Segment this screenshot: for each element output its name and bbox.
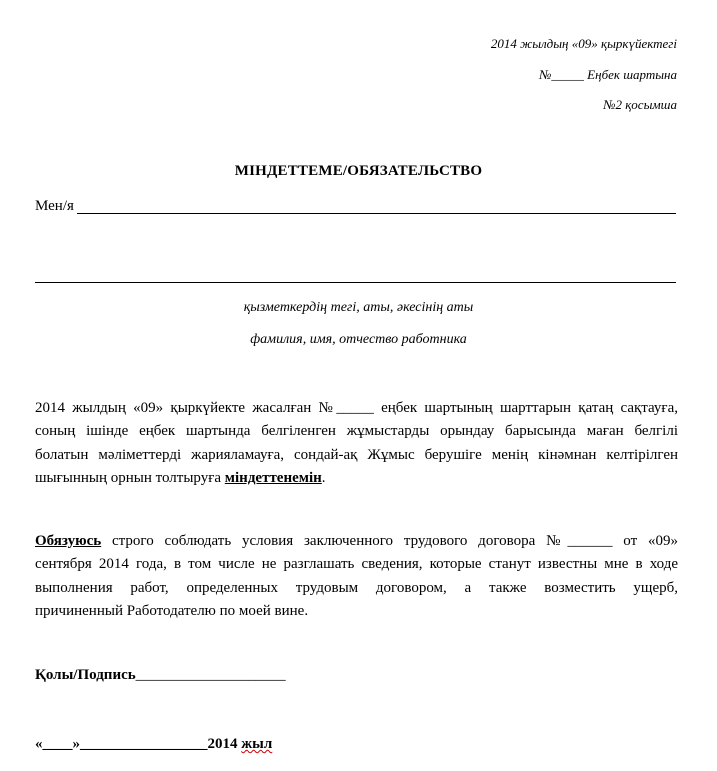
date-year: 2014: [207, 736, 238, 752]
russian-paragraph: [35, 530, 678, 623]
name-field-label: Мен/я: [35, 198, 74, 214]
kazakh-paragraph-period: .: [321, 469, 326, 486]
date-close-quote: »: [72, 736, 80, 752]
date-month-blank[interactable]: _________________: [80, 736, 208, 752]
russian-paragraph-text: строго соблюдать условия заключенного трудового договора №______ от «09»: [101, 533, 678, 549]
document-title: МІНДЕТТЕМЕ/ОБЯЗАТЕЛЬСТВО: [234, 163, 483, 179]
kazakh-paragraph-line: [35, 467, 678, 490]
kazakh-paragraph: [35, 397, 678, 490]
name-field-line-1[interactable]: [77, 213, 676, 214]
russian-paragraph-line: [35, 530, 678, 553]
obligation-word-russian: Обязуюсь: [35, 533, 102, 549]
obligation-word-kazakh: міндеттенемін: [224, 469, 322, 486]
date-open-quote: «: [35, 736, 43, 752]
signature-row: [35, 667, 286, 684]
name-field-line-2[interactable]: [35, 282, 676, 283]
russian-paragraph-line: сентября 2014 года, в том числе не разглашать сведения, которые станут известны мне в ходе: [35, 556, 678, 573]
date-row: [35, 736, 272, 753]
signature-blank[interactable]: ____________________: [135, 667, 286, 683]
caption-russian: фамилия, имя, отчество работника: [250, 332, 467, 347]
kazakh-paragraph-line: соның ішінде еңбек шартында белгіленген жұмыстарды орындау барысында маған белгілі: [35, 423, 678, 440]
russian-paragraph-line: причиненный Работодателю по моей вине.: [35, 602, 309, 619]
header-date-line: 2014 жылдың «09» қыркүйектегі: [490, 36, 677, 51]
signature-label: Қолы/Подпись: [35, 667, 136, 683]
caption-kazakh: қызметкердің тегі, аты, әкесінің аты: [243, 300, 474, 315]
date-day-blank[interactable]: ____: [42, 736, 73, 752]
date-year-word: жыл: [241, 736, 273, 752]
russian-paragraph-line: выполнения работ, определенных трудовым договором, а также возместить ущерб,: [35, 579, 678, 596]
header-appendix-line: №2 қосымша: [603, 97, 677, 112]
header-contract-line: №_____ Еңбек шартына: [539, 67, 677, 82]
kazakh-paragraph-line: болатын мәліметтерді жарияламауға, сондай-ақ Жұмыс берушіге менің кінәмнан келтірілген: [35, 446, 678, 463]
kazakh-paragraph-line: 2014 жылдың «09» қыркүйекте жасалған №_____ еңбек шартының шарттарын қатаң сақтауға,: [35, 400, 678, 416]
kazakh-paragraph-text: шығынның орнын толтыруға: [35, 469, 225, 486]
